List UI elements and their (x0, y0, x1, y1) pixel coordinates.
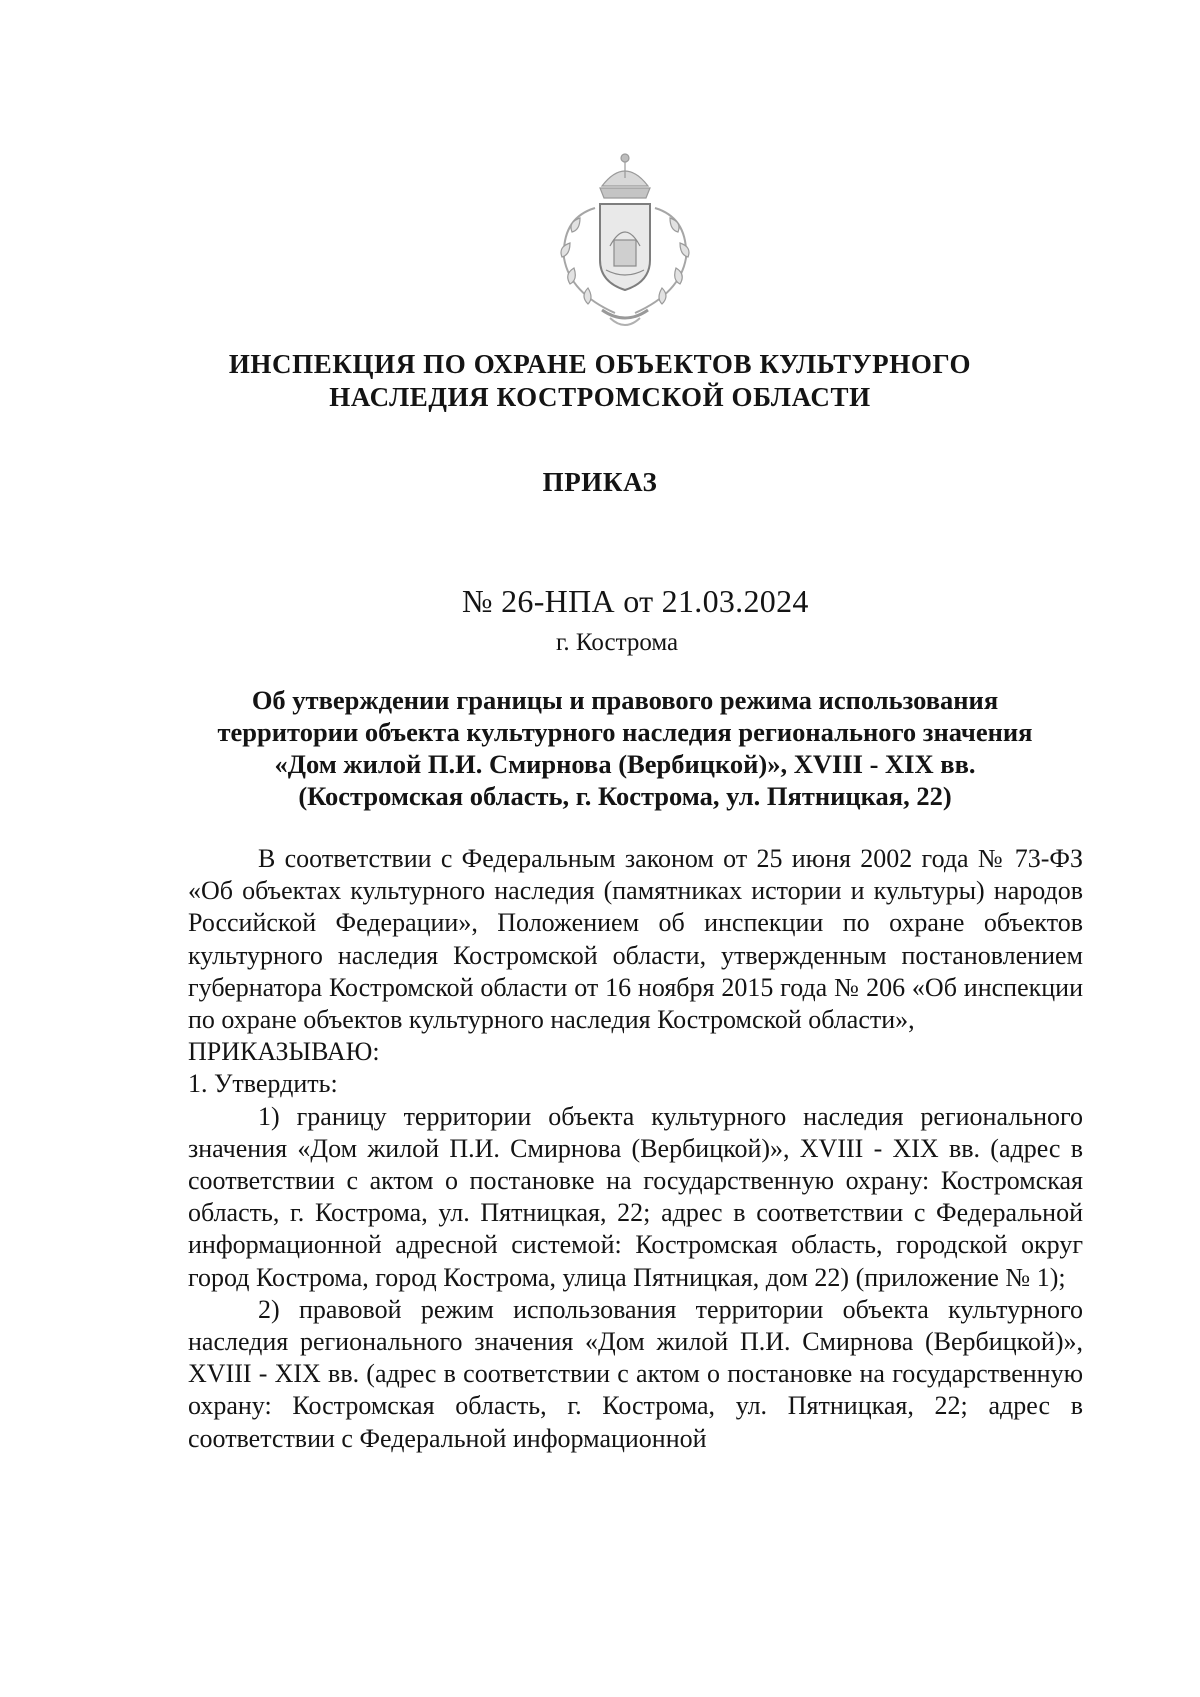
order-word: ПРИКАЗЫВАЮ: (188, 1037, 380, 1067)
document-subject (160, 684, 1090, 812)
clause-1: 1. Утвердить: (188, 1069, 338, 1099)
document-type: ПРИКАЗ (542, 467, 658, 497)
subject-line-2: территории объекта культурного наследия регионального значения (217, 717, 1033, 747)
subject-line-4: (Костромская область, г. Кострома, ул. Пятницкая, 22) (298, 781, 952, 811)
clause-1-subitem-2: 2) правовой режим использования территории объекта культурного наследия регионального значения «Дом жилой П.И. Смирнова (Вербицкой)», XVIII - XIX вв. (адрес в соответствии с актом о постановке на государственную охрану: Костромская область, г. Кострома, ул. Пятницкая, 22; адрес в соответствии с Федеральной информационной (188, 1294, 1083, 1453)
preamble-paragraph: В соответствии с Федеральным законом от 25 июня 2002 года № 73-ФЗ «Об объектах культурного наследия (памятниках истории и культуры) народов Российской Федерации», Положением об инспекции по охране объектов культурного наследия Костромской области, утвержденным постановлением губернатора Костромской области от 16 ноября 2015 года № 206 «Об инспекции по охране объектов культурного наследия Костромской области», (188, 844, 1083, 1035)
issuing-authority (0, 348, 1200, 414)
authority-line-2: НАСЛЕДИЯ КОСТРОМСКОЙ ОБЛАСТИ (329, 382, 871, 412)
document-body (188, 843, 1083, 1455)
document-number-date: № 26-НПА от 21.03.2024 (462, 583, 809, 619)
coat-of-arms-icon (540, 148, 710, 333)
subject-line-3: «Дом жилой П.И. Смирнова (Вербицкой)», XVIII - XIX вв. (274, 749, 976, 779)
authority-line-1: ИНСПЕКЦИЯ ПО ОХРАНЕ ОБЪЕКТОВ КУЛЬТУРНОГО (228, 349, 972, 379)
subject-line-1: Об утверждении границы и правового режима использования (251, 685, 999, 715)
clause-1-subitem-1: 1) границу территории объекта культурного наследия регионального значения «Дом жилой П.И. Смирнова (Вербицкой)», XVIII - XIX вв. (адрес в соответствии с актом о постановке на государственную охрану: Костромская область, г. Кострома, ул. Пятницкая, 22; адрес в соответствии с Федеральной информационной адресной системой: Костромская область, городской округ город Кострома, город Кострома, улица Пятницкая, дом 22) (приложение № 1); (188, 1101, 1083, 1292)
document-city: г. Кострома (556, 629, 679, 656)
